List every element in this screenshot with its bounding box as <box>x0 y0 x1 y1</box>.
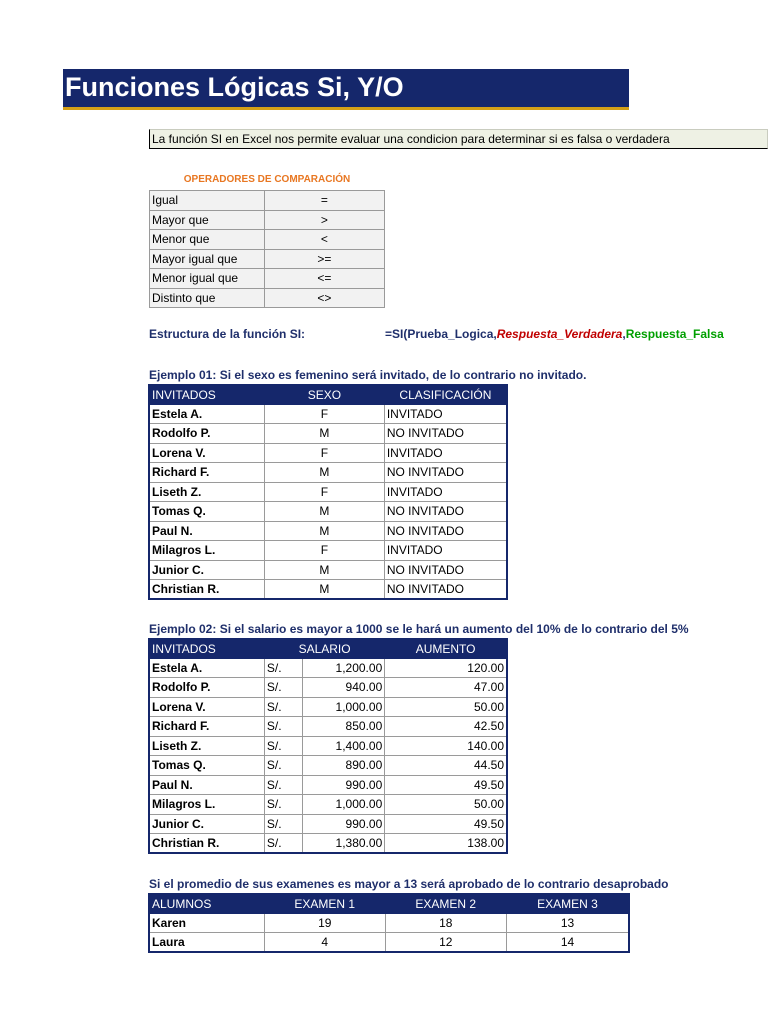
guest-name-cell[interactable]: Richard F. <box>149 717 264 737</box>
structure-label: Estructura de la función SI: <box>149 327 306 341</box>
raise-cell[interactable]: 120.00 <box>385 658 507 678</box>
exam1-cell[interactable]: 19 <box>265 913 385 933</box>
operator-label-cell[interactable]: Mayor igual que <box>150 249 265 269</box>
raise-cell[interactable]: 50.00 <box>385 795 507 815</box>
currency-cell[interactable]: S/. <box>264 834 302 854</box>
exam3-cell[interactable]: 13 <box>507 913 630 933</box>
currency-cell[interactable]: S/. <box>264 795 302 815</box>
operators-table <box>149 190 385 308</box>
table-row <box>149 756 507 776</box>
student-name-cell[interactable]: Karen <box>149 913 265 933</box>
operator-row <box>150 230 385 250</box>
classification-cell[interactable]: NO INVITADO <box>384 424 507 444</box>
ex3-header-examen1: EXAMEN 1 <box>265 894 385 913</box>
table-row <box>149 424 507 444</box>
sex-cell[interactable]: F <box>264 482 384 502</box>
table-row <box>149 814 507 834</box>
guest-name-cell[interactable]: Paul N. <box>149 775 264 795</box>
guest-name-cell[interactable]: Christian R. <box>149 580 264 600</box>
raise-cell[interactable]: 47.00 <box>385 678 507 698</box>
example1-title: Ejemplo 01: Si el sexo es femenino será invitado, de lo contrario no invitado. <box>149 368 587 382</box>
currency-cell[interactable]: S/. <box>264 775 302 795</box>
ex1-header-invitados: INVITADOS <box>149 385 264 404</box>
sex-cell[interactable]: F <box>264 443 384 463</box>
guest-name-cell[interactable]: Richard F. <box>149 463 264 483</box>
operator-row <box>150 269 385 289</box>
operators-header: OPERADORES DE COMPARACIÓN <box>149 174 385 192</box>
structure-formula: =SI(Prueba_Logica,Respuesta_Verdadera,Respuesta_Falsa <box>385 327 724 341</box>
ex2-header-aumento: AUMENTO <box>385 639 507 658</box>
student-name-cell[interactable]: Laura <box>149 933 265 953</box>
table-row <box>149 482 507 502</box>
table-row <box>149 795 507 815</box>
operator-label-cell[interactable]: Menor igual que <box>150 269 265 289</box>
exam2-cell[interactable]: 18 <box>385 913 506 933</box>
description-text: La función SI en Excel nos permite evaluar una condicion para determinar si es falsa o verdadera <box>152 132 670 146</box>
raise-cell[interactable]: 50.00 <box>385 697 507 717</box>
table-row <box>149 560 507 580</box>
operator-symbol-cell[interactable]: > <box>264 210 384 230</box>
title-banner <box>63 69 629 110</box>
table-row <box>149 443 507 463</box>
ex1-header-clasificacion: CLASIFICACIÓN <box>384 385 507 404</box>
salary-cell[interactable]: 1,000.00 <box>302 697 385 717</box>
sex-cell[interactable]: M <box>264 424 384 444</box>
exam2-cell[interactable]: 12 <box>385 933 506 953</box>
classification-cell[interactable]: INVITADO <box>384 482 507 502</box>
currency-cell[interactable]: S/. <box>264 678 302 698</box>
ex3-header-examen3: EXAMEN 3 <box>507 894 630 913</box>
table-row <box>149 933 629 953</box>
guest-name-cell[interactable]: Lorena V. <box>149 697 264 717</box>
table-row <box>149 697 507 717</box>
raise-cell[interactable]: 49.50 <box>385 775 507 795</box>
table-row <box>149 775 507 795</box>
table-row <box>149 463 507 483</box>
classification-cell[interactable]: INVITADO <box>384 541 507 561</box>
currency-cell[interactable]: S/. <box>264 658 302 678</box>
guest-name-cell[interactable]: Rodolfo P. <box>149 678 264 698</box>
operator-symbol-cell[interactable]: = <box>264 191 384 211</box>
sex-cell[interactable]: M <box>264 560 384 580</box>
sex-cell[interactable]: M <box>264 463 384 483</box>
salary-cell[interactable]: 890.00 <box>302 756 385 776</box>
salary-cell[interactable]: 940.00 <box>302 678 385 698</box>
ex2-header-salario: SALARIO <box>264 639 384 658</box>
guest-name-cell[interactable]: Estela A. <box>149 658 264 678</box>
table-row <box>149 717 507 737</box>
classification-cell[interactable]: NO INVITADO <box>384 502 507 522</box>
salary-cell[interactable]: 990.00 <box>302 775 385 795</box>
guest-name-cell[interactable]: Milagros L. <box>149 795 264 815</box>
ex3-header-alumnos: ALUMNOS <box>149 894 265 913</box>
guest-name-cell[interactable]: Milagros L. <box>149 541 264 561</box>
classification-cell[interactable]: NO INVITADO <box>384 560 507 580</box>
guest-name-cell[interactable]: Paul N. <box>149 521 264 541</box>
classification-cell[interactable]: NO INVITADO <box>384 463 507 483</box>
salary-cell[interactable]: 1,380.00 <box>302 834 385 854</box>
currency-cell[interactable]: S/. <box>264 697 302 717</box>
example1-table <box>148 384 508 600</box>
guest-name-cell[interactable]: Junior C. <box>149 560 264 580</box>
guest-name-cell[interactable]: Tomas Q. <box>149 502 264 522</box>
guest-name-cell[interactable]: Lorena V. <box>149 443 264 463</box>
operator-label-cell[interactable]: Distinto que <box>150 288 265 308</box>
operator-label-cell[interactable]: Mayor que <box>150 210 265 230</box>
currency-cell[interactable]: S/. <box>264 756 302 776</box>
table-row <box>149 541 507 561</box>
currency-cell[interactable]: S/. <box>264 717 302 737</box>
raise-cell[interactable]: 42.50 <box>385 717 507 737</box>
page-title: Funciones Lógicas Si, Y/O <box>65 72 404 102</box>
example3-title: Si el promedio de sus examenes es mayor a 13 será aprobado de lo contrario desaprobado <box>149 877 669 891</box>
currency-cell[interactable]: S/. <box>264 736 302 756</box>
guest-name-cell[interactable]: Liseth Z. <box>149 482 264 502</box>
guest-name-cell[interactable]: Junior C. <box>149 814 264 834</box>
guest-name-cell[interactable]: Liseth Z. <box>149 736 264 756</box>
table-row <box>149 913 629 933</box>
table-row <box>149 404 507 424</box>
operator-row <box>150 210 385 230</box>
guest-name-cell[interactable]: Estela A. <box>149 404 264 424</box>
classification-cell[interactable]: INVITADO <box>384 443 507 463</box>
classification-cell[interactable]: NO INVITADO <box>384 580 507 600</box>
guest-name-cell[interactable]: Christian R. <box>149 834 264 854</box>
classification-cell[interactable]: INVITADO <box>384 404 507 424</box>
sex-cell[interactable]: M <box>264 502 384 522</box>
operator-label-cell[interactable]: Igual <box>150 191 265 211</box>
operator-row <box>150 249 385 269</box>
currency-cell[interactable]: S/. <box>264 814 302 834</box>
raise-cell[interactable]: 140.00 <box>385 736 507 756</box>
operator-symbol-cell[interactable]: < <box>264 230 384 250</box>
example2-title: Ejemplo 02: Si el salario es mayor a 1000 se le hará un aumento del 10% de lo contrario del 5% <box>149 622 689 636</box>
raise-cell[interactable]: 49.50 <box>385 814 507 834</box>
guest-name-cell[interactable]: Tomas Q. <box>149 756 264 776</box>
salary-cell[interactable]: 990.00 <box>302 814 385 834</box>
sex-cell[interactable]: F <box>264 404 384 424</box>
table-row <box>149 580 507 600</box>
ex3-header-examen2: EXAMEN 2 <box>385 894 506 913</box>
ex2-header-invitados: INVITADOS <box>149 639 264 658</box>
table-row <box>149 678 507 698</box>
operator-symbol-cell[interactable]: <> <box>264 288 384 308</box>
table-row <box>149 658 507 678</box>
sex-cell[interactable]: F <box>264 541 384 561</box>
example2-table <box>148 638 508 854</box>
guest-name-cell[interactable]: Rodolfo P. <box>149 424 264 444</box>
salary-cell[interactable]: 1,200.00 <box>302 658 385 678</box>
salary-cell[interactable]: 1,400.00 <box>302 736 385 756</box>
raise-cell[interactable]: 138.00 <box>385 834 507 854</box>
operator-symbol-cell[interactable]: >= <box>264 249 384 269</box>
salary-cell[interactable]: 1,000.00 <box>302 795 385 815</box>
ex1-header-sexo: SEXO <box>264 385 384 404</box>
exam3-cell[interactable]: 14 <box>507 933 630 953</box>
table-row <box>149 521 507 541</box>
table-row <box>149 834 507 854</box>
table-row <box>149 736 507 756</box>
sex-cell[interactable]: M <box>264 580 384 600</box>
classification-cell[interactable]: NO INVITADO <box>384 521 507 541</box>
operator-symbol-cell[interactable]: <= <box>264 269 384 289</box>
operator-row <box>150 191 385 211</box>
description-cell[interactable] <box>149 129 768 149</box>
salary-cell[interactable]: 850.00 <box>302 717 385 737</box>
exam1-cell[interactable]: 4 <box>265 933 385 953</box>
operator-label-cell[interactable]: Menor que <box>150 230 265 250</box>
operator-row <box>150 288 385 308</box>
raise-cell[interactable]: 44.50 <box>385 756 507 776</box>
sex-cell[interactable]: M <box>264 521 384 541</box>
table-row <box>149 502 507 522</box>
example3-table <box>148 893 630 953</box>
